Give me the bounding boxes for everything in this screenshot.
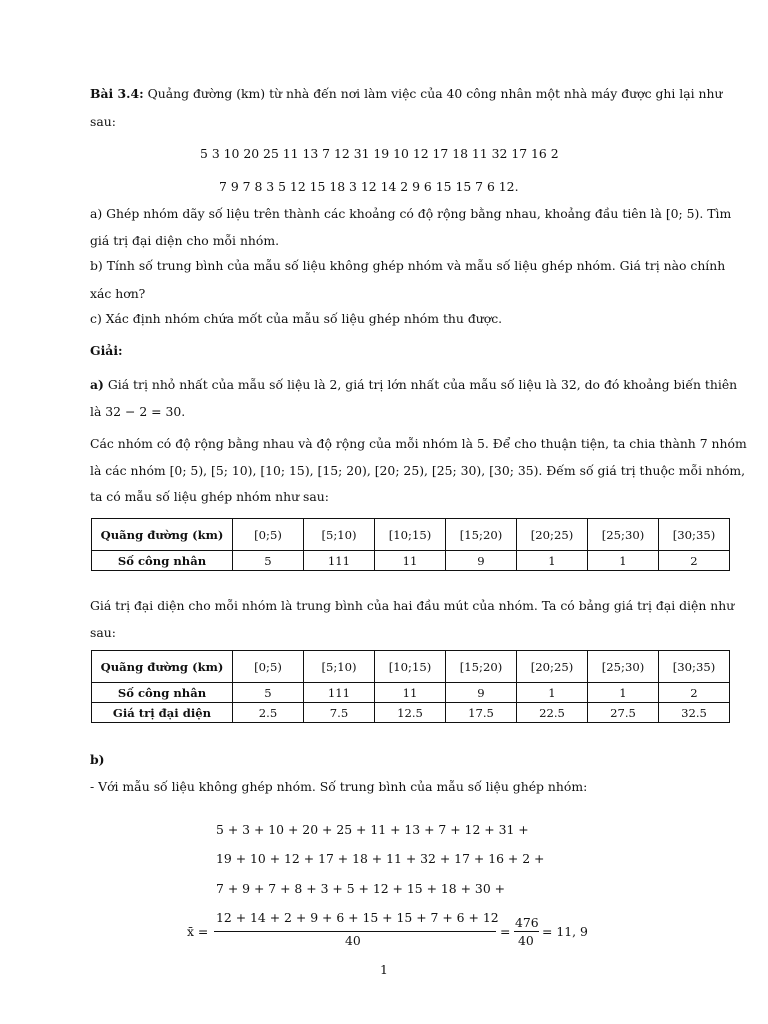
table-cell: [15;20) (446, 651, 517, 683)
data-line-2: 7 9 7 8 3 5 12 15 18 3 12 14 2 9 6 15 15 7 6 12. (219, 179, 519, 194)
fraction-numerator-2: 476 (515, 915, 539, 930)
table-row-label: Số công nhân (92, 551, 233, 571)
table-cell: 5 (233, 551, 304, 571)
table-cell: 17.5 (446, 703, 517, 723)
table-cell: 5 (233, 683, 304, 703)
solution-a-line-1 (90, 377, 737, 393)
table-row (92, 551, 730, 571)
table-row (92, 519, 730, 551)
solution-a-label: a) (90, 377, 104, 392)
table-row (92, 683, 730, 703)
table-cell: 1 (517, 683, 588, 703)
groups-paragraph-line-1: Các nhóm có độ rộng bằng nhau và độ rộng của mỗi nhóm là 5. Để cho thuận tiện, ta chia thành 7 nhóm (90, 436, 747, 451)
sum-line-1: 5 + 3 + 10 + 20 + 25 + 11 + 13 + 7 + 12 + 31 + (216, 822, 529, 837)
fraction-denominator: 40 (345, 933, 361, 948)
representative-table (91, 650, 730, 723)
fraction-bar-2 (514, 931, 539, 932)
problem-text-1: Quảng đường (km) từ nhà đến nơi làm việc của 40 công nhân một nhà máy được ghi lại như (147, 86, 723, 101)
sum-line-3: 7 + 9 + 7 + 8 + 3 + 5 + 12 + 15 + 18 + 30 + (216, 881, 506, 896)
data-line-1: 5 3 10 20 25 11 13 7 12 31 19 10 12 17 18 11 32 17 16 2 (200, 146, 559, 161)
table-cell: 1 (517, 551, 588, 571)
table-row (92, 651, 730, 683)
fraction-denominator-2: 40 (518, 933, 534, 948)
representative-paragraph-line-1: Giá trị đại diện cho mỗi nhóm là trung bình của hai đầu mút của nhóm. Ta có bảng giá trị đại diện như (90, 598, 735, 613)
sum-line-4: 12 + 14 + 2 + 9 + 6 + 15 + 15 + 7 + 6 + 12 (216, 910, 499, 925)
table-cell: 1 (588, 551, 659, 571)
groups-paragraph-line-2: là các nhóm [0; 5), [5; 10), [10; 15), [15; 20), [20; 25), [25; 30), [30; 35). Đếm số giá trị thuộc mỗi nhóm, (90, 463, 746, 478)
table-cell: 9 (446, 551, 517, 571)
table-cell: 111 (304, 683, 375, 703)
table-cell: [20;25) (517, 519, 588, 551)
question-c: c) Xác định nhóm chứa mốt của mẫu số liệu ghép nhóm thu được. (90, 311, 503, 326)
table-cell: 7.5 (304, 703, 375, 723)
table-cell: [20;25) (517, 651, 588, 683)
table-cell: 11 (375, 551, 446, 571)
table-cell: 9 (446, 683, 517, 703)
table-cell: [0;5) (233, 651, 304, 683)
solution-b-label: b) (90, 752, 105, 767)
table-cell: [30;35) (659, 519, 730, 551)
table-cell: [10;15) (375, 519, 446, 551)
frequency-table (91, 518, 730, 571)
table-cell: [5;10) (304, 519, 375, 551)
table-cell: 32.5 (659, 703, 730, 723)
question-b-line-2: xác hơn? (90, 286, 146, 301)
table-cell: 2 (659, 551, 730, 571)
problem-line-1 (90, 86, 723, 102)
solution-title: Giải: (90, 343, 123, 358)
question-b-line-1: b) Tính số trung bình của mẫu số liệu không ghép nhóm và mẫu số liệu ghép nhóm. Giá trị nào chính (90, 258, 726, 273)
mean-symbol: x̄ = (187, 924, 209, 939)
table-cell: 2 (659, 683, 730, 703)
solution-a-text-1: Giá trị nhỏ nhất của mẫu số liệu là 2, giá trị lớn nhất của mẫu số liệu là 32, do đó khoảng biến thiên (107, 377, 738, 392)
table-row-label: Giá trị đại diện (92, 703, 233, 723)
table-cell: [10;15) (375, 651, 446, 683)
table-row (92, 703, 730, 723)
table-header-label: Quãng đường (km) (92, 651, 233, 683)
table-cell: [15;20) (446, 519, 517, 551)
groups-paragraph-line-3: ta có mẫu số liệu ghép nhóm như sau: (90, 489, 329, 504)
equals-sign: = (500, 924, 511, 939)
page-number: 1 (380, 962, 388, 977)
table-cell: 27.5 (588, 703, 659, 723)
solution-a-line-2: là 32 − 2 = 30. (90, 404, 186, 419)
question-a-line-1: a) Ghép nhóm dãy số liệu trên thành các khoảng có độ rộng bằng nhau, khoảng đầu tiên là [0; 5). Tìm (90, 206, 732, 221)
solution-b-line-1: - Với mẫu số liệu không ghép nhóm. Số trung bình của mẫu số liệu ghép nhóm: (90, 779, 588, 794)
table-cell: 111 (304, 551, 375, 571)
table-cell: [25;30) (588, 651, 659, 683)
problem-line-2: sau: (90, 114, 116, 129)
representative-paragraph-line-2: sau: (90, 625, 116, 640)
table-cell: 1 (588, 683, 659, 703)
table-row-label: Số công nhân (92, 683, 233, 703)
question-a-line-2: giá trị đại diện cho mỗi nhóm. (90, 233, 280, 248)
fraction-bar (214, 931, 496, 932)
table-header-label: Quãng đường (km) (92, 519, 233, 551)
problem-label: Bài 3.4: (90, 86, 144, 101)
sum-line-2: 19 + 10 + 12 + 17 + 18 + 11 + 32 + 17 + 16 + 2 + (216, 851, 545, 866)
table-cell: [0;5) (233, 519, 304, 551)
mean-result: = 11, 9 (542, 924, 588, 939)
table-cell: 22.5 (517, 703, 588, 723)
table-cell: 12.5 (375, 703, 446, 723)
table-cell: 11 (375, 683, 446, 703)
table-cell: [25;30) (588, 519, 659, 551)
table-cell: 2.5 (233, 703, 304, 723)
table-cell: [5;10) (304, 651, 375, 683)
table-cell: [30;35) (659, 651, 730, 683)
